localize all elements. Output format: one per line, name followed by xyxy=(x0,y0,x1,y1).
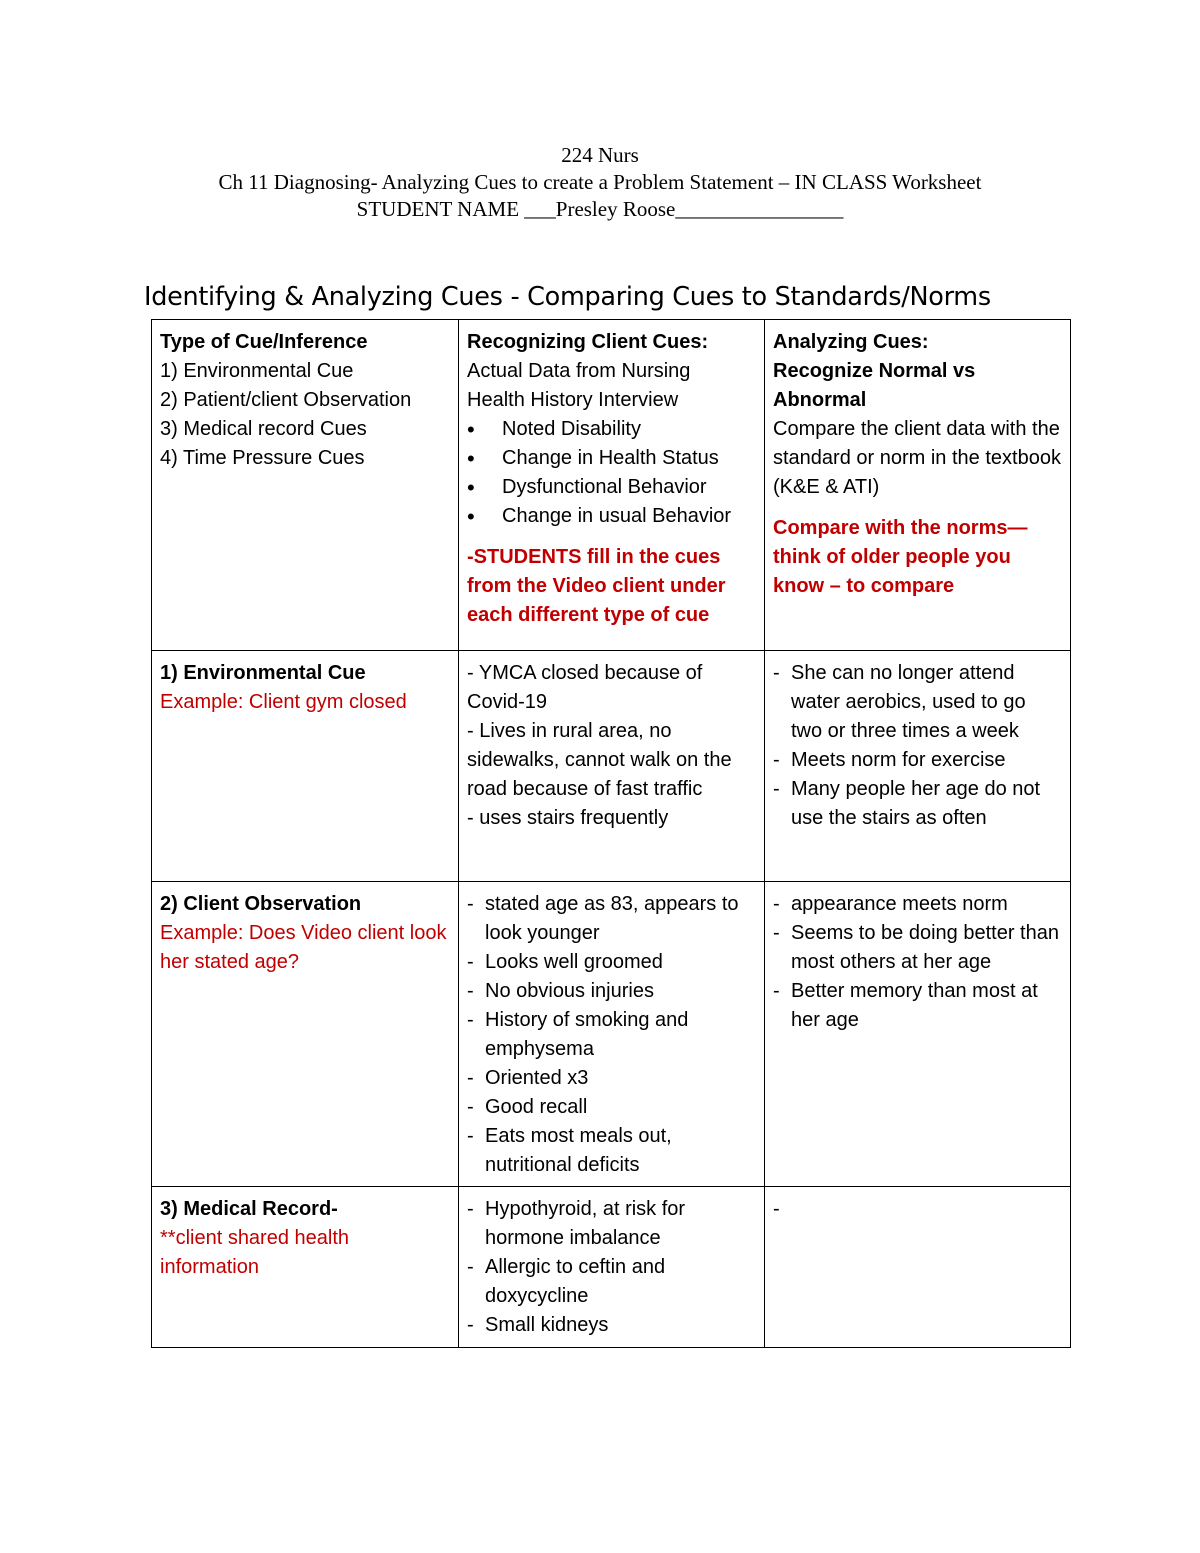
analysis-entry: - Better memory than most at her age xyxy=(773,977,1062,1035)
section-heading: Identifying & Analyzing Cues - Comparing Cues to Standards/Norms xyxy=(144,282,991,312)
cue-entry: - Small kidneys xyxy=(467,1311,756,1340)
cue-type-item: 4) Time Pressure Cues xyxy=(160,447,365,469)
cue-list xyxy=(467,1195,756,1340)
recognizing-cues-title: Recognizing Client Cues: xyxy=(467,331,709,353)
client-cues-cell xyxy=(459,1187,765,1348)
analysis-entry: - appearance meets norm xyxy=(773,890,1062,919)
cue-type-item: 3) Medical record Cues xyxy=(160,418,367,440)
recognizing-cues-subtitle: Health History Interview xyxy=(467,389,679,411)
recognizing-cues-header-cell xyxy=(459,320,765,651)
row-example: Example: Does Video client look her stated age? xyxy=(160,922,447,973)
student-instruction: -STUDENTS fill in the cues from the Video client under each different type of cue xyxy=(467,546,726,626)
analysis-list xyxy=(773,659,1062,833)
cue-entry: - Hypothyroid, at risk for hormone imbalance xyxy=(467,1195,756,1253)
analysis-cell xyxy=(765,1187,1071,1348)
analyzing-cues-header-cell xyxy=(765,320,1071,651)
cue-entry: - Looks well groomed xyxy=(467,948,756,977)
cue-bullet-list xyxy=(467,415,756,531)
cues-table xyxy=(151,319,1071,1348)
cue-entry: - Lives in rural area, no sidewalks, cannot walk on the road because of fast traffic xyxy=(467,720,732,800)
table-header-row xyxy=(152,320,1071,651)
analysis-list xyxy=(773,890,1062,1035)
cue-type-cell xyxy=(152,651,459,882)
cue-entry: - stated age as 83, appears to look younger xyxy=(467,890,756,948)
row-label: 2) Client Observation xyxy=(160,893,362,915)
analysis-entry: - xyxy=(773,1198,780,1220)
student-name-line: STUDENT NAME ___Presley Roose________________ xyxy=(356,197,844,221)
table-row xyxy=(152,651,1071,882)
bullet-item: • Change in Health Status xyxy=(467,444,756,473)
row-label: 1) Environmental Cue xyxy=(160,662,366,684)
recognizing-cues-subtitle: Actual Data from Nursing xyxy=(467,360,691,382)
analyzing-cues-text: Compare the client data with the standard or norm in the textbook (K&E & ATI) xyxy=(773,418,1061,498)
worksheet-title: Ch 11 Diagnosing- Analyzing Cues to create a Problem Statement – IN CLASS Worksheet xyxy=(218,170,982,194)
cue-list xyxy=(467,890,756,1180)
analysis-entry: - Many people her age do not use the stairs as often xyxy=(773,775,1062,833)
analyzing-cues-subtitle: Recognize Normal vs Abnormal xyxy=(773,360,976,411)
cue-entry: - YMCA closed because of Covid-19 xyxy=(467,662,703,713)
analysis-cell xyxy=(765,882,1071,1187)
cue-type-item: 1) Environmental Cue xyxy=(160,360,354,382)
cue-type-cell xyxy=(152,1187,459,1348)
cue-type-cell xyxy=(152,882,459,1187)
table-row xyxy=(152,1187,1071,1348)
client-cues-cell xyxy=(459,651,765,882)
cue-entry: - History of smoking and emphysema xyxy=(467,1006,756,1064)
cue-type-item: 2) Patient/client Observation xyxy=(160,389,412,411)
document-header xyxy=(0,142,1200,223)
course-code: 224 Nurs xyxy=(561,143,639,167)
row-example: Example: Client gym closed xyxy=(160,691,407,713)
row-example: **client shared health information xyxy=(160,1227,350,1278)
cue-entry: - Allergic to ceftin and doxycycline xyxy=(467,1253,756,1311)
analysis-cell xyxy=(765,651,1071,882)
analyzing-cues-title: Analyzing Cues: xyxy=(773,331,929,353)
client-cues-cell xyxy=(459,882,765,1187)
type-of-cue-header-cell xyxy=(152,320,459,651)
cue-entry: - Good recall xyxy=(467,1093,756,1122)
bullet-item: • Dysfunctional Behavior xyxy=(467,473,756,502)
analysis-entry: - Seems to be doing better than most others at her age xyxy=(773,919,1062,977)
cue-entry: - Eats most meals out, nutritional deficits xyxy=(467,1122,756,1180)
cue-entry: - No obvious injuries xyxy=(467,977,756,1006)
table-row xyxy=(152,882,1071,1187)
row-label: 3) Medical Record- xyxy=(160,1198,338,1220)
type-of-cue-title: Type of Cue/Inference xyxy=(160,331,368,353)
analysis-entry: - She can no longer attend water aerobics, used to go two or three times a week xyxy=(773,659,1062,746)
compare-instruction: Compare with the norms—think of older people you know – to compare xyxy=(773,517,1028,597)
cue-entry: - Oriented x3 xyxy=(467,1064,756,1093)
cue-entry: - uses stairs frequently xyxy=(467,807,669,829)
bullet-item: • Change in usual Behavior xyxy=(467,502,756,531)
analysis-entry: - Meets norm for exercise xyxy=(773,746,1062,775)
bullet-item: • Noted Disability xyxy=(467,415,756,444)
